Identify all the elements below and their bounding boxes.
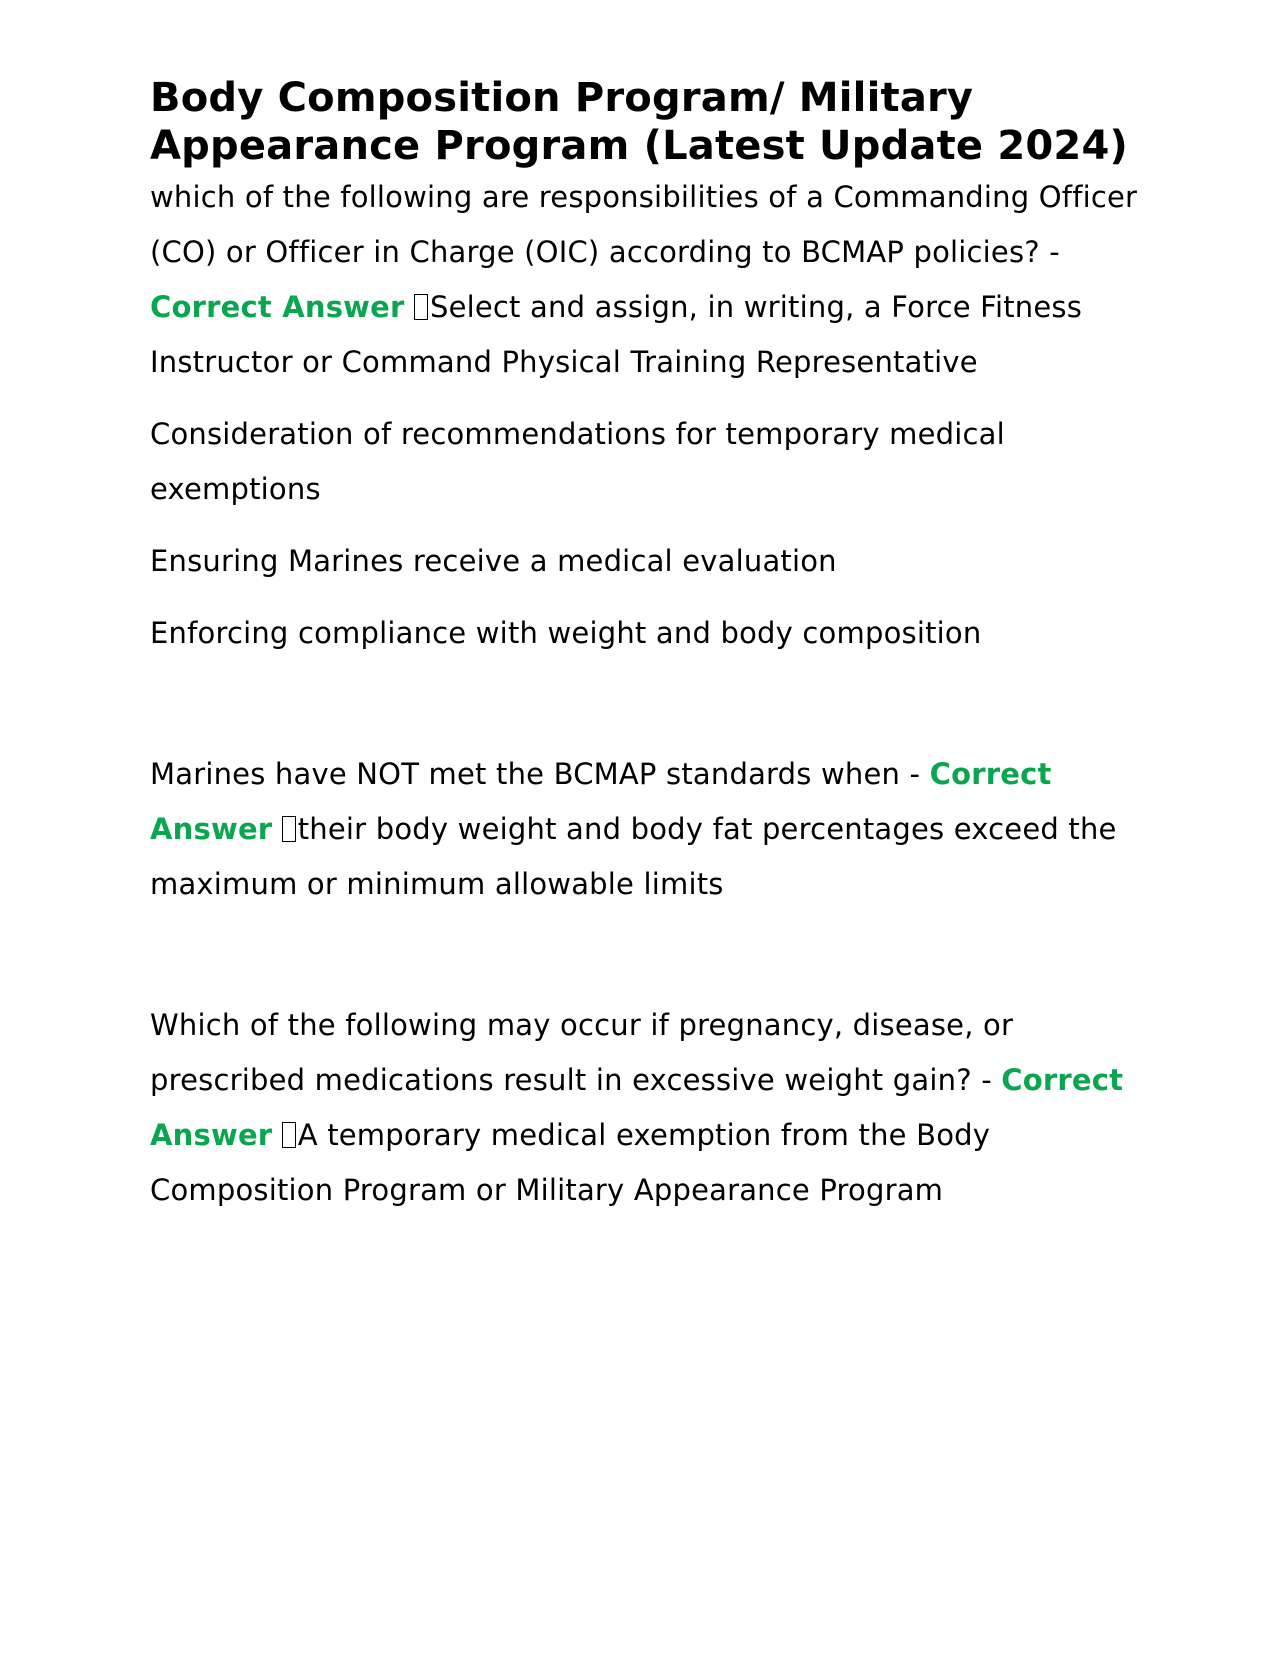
qa-item-3 (150, 998, 1150, 1218)
spacer (150, 390, 1150, 407)
question-text: Marines have NOT met the BCMAP standards when - (150, 757, 921, 791)
missing-glyph-icon (414, 294, 428, 320)
spacer (150, 912, 1150, 998)
answer-text: A temporary medical exemption from the Body Composition Program or Military Appearance Program (150, 1118, 991, 1207)
correct-answer-label: Correct Answer (150, 1063, 1124, 1152)
document-page (150, 74, 1150, 1218)
spacer (150, 589, 1150, 606)
document-title: Body Composition Program/ Military Appearance Program (Latest Update 2024) (150, 75, 1128, 169)
qa-item-1 (150, 170, 1150, 390)
correct-answer-label: Correct Answer (150, 290, 405, 324)
spacer (150, 661, 1150, 747)
qa-item-2 (150, 747, 1150, 912)
question-text: which of the following are responsibilities of a Commanding Officer (CO) or Officer in Charge (OIC) according to BCMAP policies? - (150, 180, 1138, 269)
answer-line: Consideration of recommendations for temporary medical exemptions (150, 417, 1005, 506)
answer-line: Ensuring Marines receive a medical evaluation (150, 544, 837, 578)
correct-answer-label: Correct Answer (150, 757, 1052, 846)
question-text: Which of the following may occur if pregnancy, disease, or prescribed medications result in excessive weight gain? - (150, 1008, 1014, 1097)
answer-text: their body weight and body fat percentages exceed the maximum or minimum allowable limits (150, 812, 1117, 901)
answer-text: Select and assign, in writing, a Force Fitness Instructor or Command Physical Training Representative (150, 290, 1083, 379)
missing-glyph-icon (282, 1122, 296, 1148)
missing-glyph-icon (282, 816, 296, 842)
spacer (150, 517, 1150, 534)
answer-line: Enforcing compliance with weight and body composition (150, 616, 982, 650)
